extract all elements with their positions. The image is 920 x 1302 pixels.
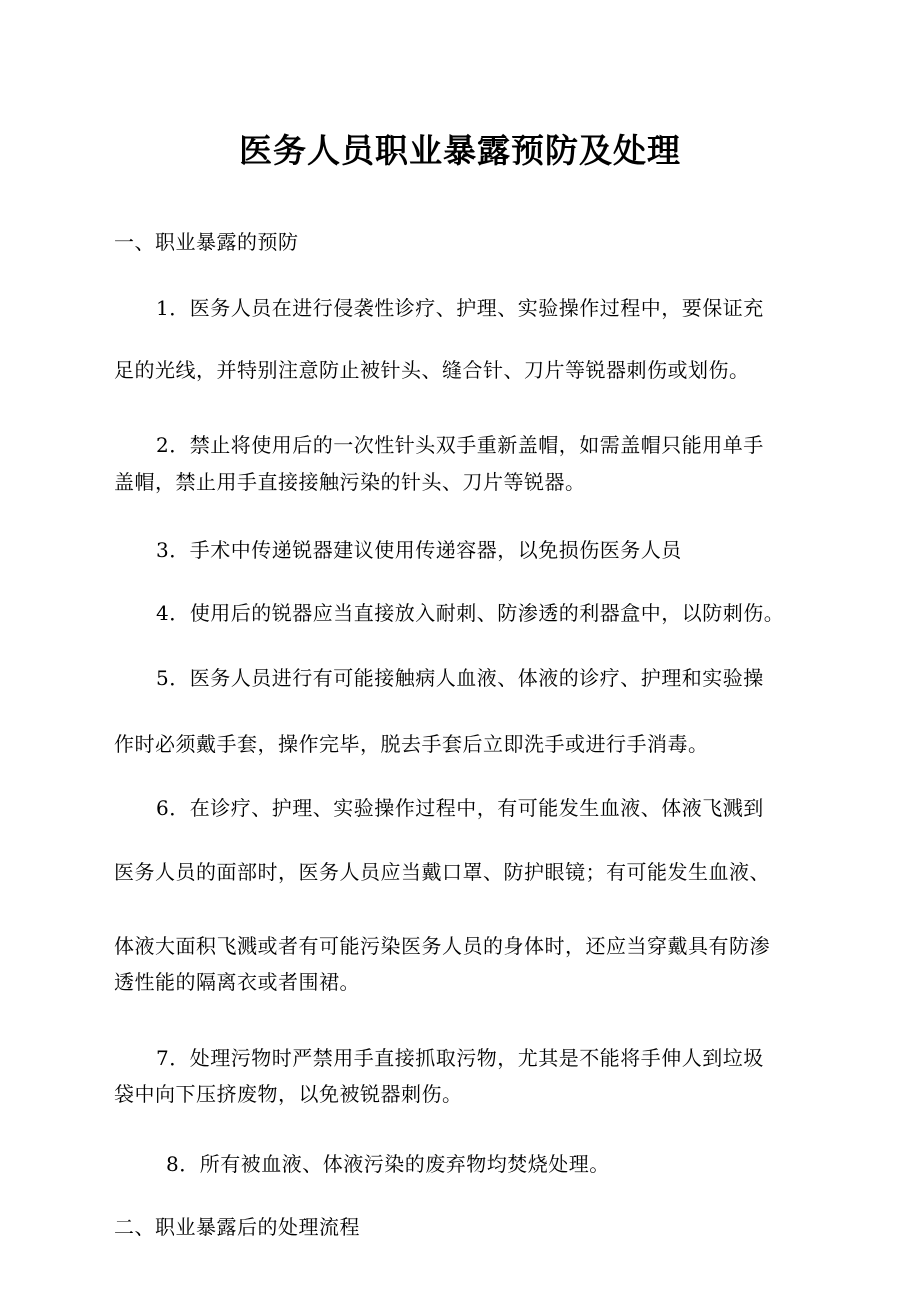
item-1-line-1: 1．医务人员在进行侵袭性诊疗、护理、实验操作过程中，要保证充 [156,296,764,320]
document-title: 医务人员职业暴露预防及处理 [239,131,681,170]
item-6-line-2: 医务人员的面部时，医务人员应当戴口罩、防护眼镜；有可能发生血液、 [114,860,770,884]
item-2-line-1: 2．禁止将使用后的一次性针头双手重新盖帽，如需盖帽只能用单手 [156,433,764,457]
item-2-line-2: 盖帽，禁止用手直接接触污染的针头、刀片等锐器。 [114,470,586,494]
item-7-line-1: 7．处理污物时严禁用手直接抓取污物，尤其是不能将手伸人到垃圾 [156,1046,764,1070]
item-3-line-1: 3．手术中传递锐器建议使用传递容器，以免损伤医务人员 [156,538,682,562]
section-heading-prevention: 一、职业暴露的预防 [114,230,299,254]
item-7-line-2: 袋中向下压挤废物，以免被锐器刺伤。 [114,1082,463,1106]
section-heading-post-exposure: 二、职业暴露后的处理流程 [114,1215,360,1239]
item-6-line-3: 体液大面积飞溅或者有可能污染医务人员的身体时，还应当穿戴具有防渗 [114,934,770,958]
item-4-line-1: 4．使用后的锐器应当直接放入耐刺、防渗透的利器盒中，以防刺伤。 [156,601,785,625]
item-8-line-1: 8．所有被血液、体液污染的废弃物均焚烧处理。 [166,1152,610,1176]
item-6-line-4: 透性能的隔离衣或者围裙。 [114,970,360,994]
item-5-line-2: 作时必须戴手套，操作完毕，脱去手套后立即洗手或进行手消毒。 [114,732,709,756]
item-1-line-2: 足的光线，并特别注意防止被针头、缝合针、刀片等锐器刺伤或划伤。 [114,358,750,382]
item-6-line-1: 6．在诊疗、护理、实验操作过程中，有可能发生血液、体液飞溅到 [156,796,764,820]
item-5-line-1: 5．医务人员进行有可能接触病人血液、体液的诊疗、护理和实验操 [156,666,764,690]
